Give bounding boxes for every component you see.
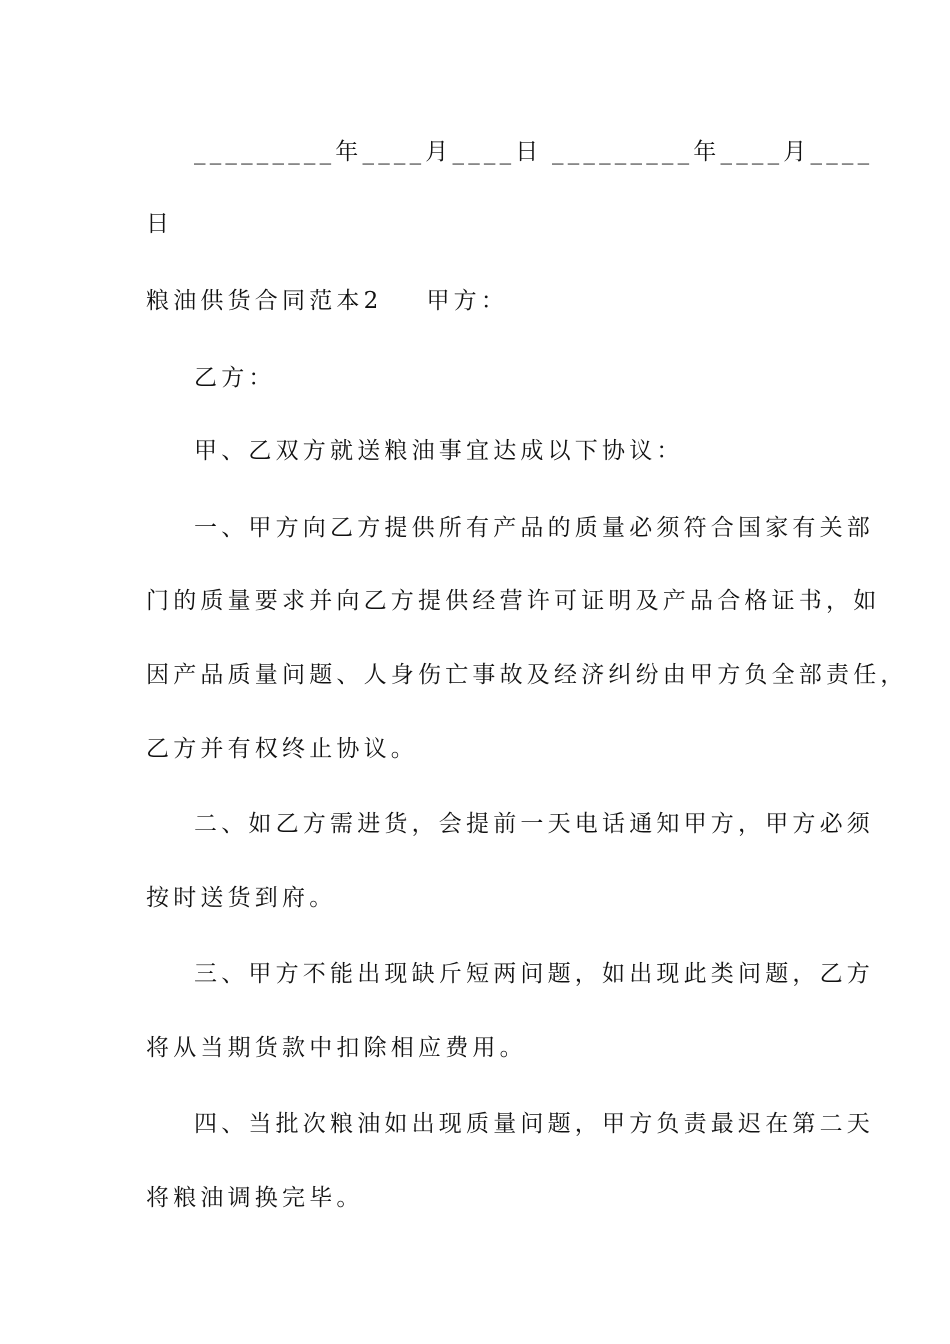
clause-2-line-2: 按时送货到府。 [146,885,337,911]
clause-4-line-2: 将粮油调换完毕。 [146,1185,364,1211]
clause-1-line-2: 门的质量要求并向乙方提供经营许可证明及产品合格证书，如 [146,588,881,614]
party-b-label: 乙方： [194,365,276,391]
clause-1-line-1: 一、甲方向乙方提供所有产品的质量必须符合国家有关部 [194,515,874,541]
date-line-wrap: 日 [146,211,174,237]
paragraph-intro: 甲、乙双方就送粮油事宜达成以下协议： [194,438,684,464]
date-line-right: _________年____月____ [552,139,874,165]
clause-4-line-1: 四、当批次粮油如出现质量问题，甲方负责最迟在第二天 [194,1111,874,1137]
clause-2-line-1: 二、如乙方需进货，会提前一天电话通知甲方，甲方必须 [194,811,874,837]
clause-1-line-3: 因产品质量问题、人身伤亡事故及经济纠纷由甲方负全部责任， [146,662,908,688]
party-a-label: 甲方： [426,288,509,314]
clause-1-line-4: 乙方并有权终止协议。 [146,736,418,762]
date-line-left: _________年____月____日 [194,139,543,165]
clause-3-line-2: 将从当期货款中扣除相应费用。 [146,1035,527,1061]
section-title: 粮油供货合同范本2 [146,288,383,314]
clause-3-line-1: 三、甲方不能出现缺斤短两问题，如出现此类问题，乙方 [194,961,874,987]
section-heading-line [146,285,508,317]
